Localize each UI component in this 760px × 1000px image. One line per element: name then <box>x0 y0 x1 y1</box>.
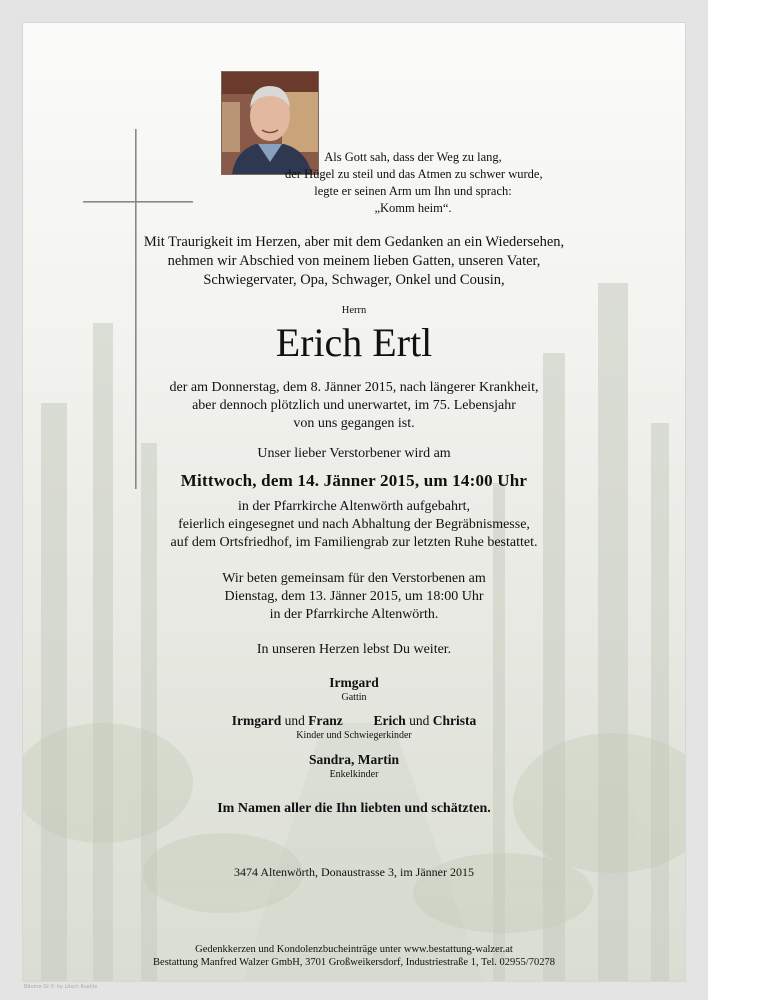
address-line: 3474 Altenwörth, Donaustrasse 3, im Jänner 2015 <box>234 865 474 879</box>
burial-line: in der Pfarrkirche Altenwörth aufgebahrt, <box>237 499 471 514</box>
closing-line: In unseren Herzen lebst Du weiter. <box>256 642 452 657</box>
intro-text <box>23 233 685 290</box>
grandchildren-role: Enkelkinder <box>329 769 379 780</box>
death-notice <box>23 379 685 433</box>
intro-line: Mit Traurigkeit im Herzen, aber mit dem Gedanken an ein Wiedersehen, <box>143 234 565 250</box>
image-credit: Bäume Gr.© by Lösch Kuehle <box>24 984 98 990</box>
wife-name: Irmgard <box>329 675 379 690</box>
intro-line: Schwiegervater, Opa, Schwager, Onkel und Cousin, <box>203 272 505 288</box>
funeral-date: Mittwoch, dem 14. Jänner 2015, um 14:00 Uhr <box>180 471 528 490</box>
poem-line: „Komm heim“. <box>374 201 452 215</box>
prayer-line: Wir beten gemeinsam für den Verstorbenen am <box>222 571 486 586</box>
death-line: aber dennoch plötzlich und unerwartet, im 75. Lebensjahr <box>192 398 516 413</box>
intro-line: nehmen wir Abschied von meinem lieben Gatten, unseren Vater, <box>167 253 541 269</box>
children-names <box>23 713 685 729</box>
death-line: von uns gegangen ist. <box>293 416 415 431</box>
conjunction: und <box>409 713 430 728</box>
family-children <box>23 713 685 741</box>
poem-line: legte er seinen Arm um Ihn und sprach: <box>314 184 512 198</box>
contact-line: Gedenkkerzen und Kondolenzbucheinträge unter www.bestattung-walzer.at <box>195 944 513 955</box>
burial-line: auf dem Ortsfriedhof, im Familiengrab zur letzten Ruhe bestattet. <box>170 535 538 550</box>
prayer-details <box>23 570 685 624</box>
final-line: Im Namen aller die Ihn liebten und schätzten. <box>217 801 491 816</box>
poem-line: Als Gott sah, dass der Weg zu lang, <box>324 150 502 164</box>
salutation: Herrn <box>341 305 367 316</box>
grandchildren-names: Sandra, Martin <box>308 752 399 767</box>
burial-details <box>23 498 685 552</box>
deceased-name: Erich Ertl <box>275 320 433 365</box>
obituary-sheet <box>22 22 686 982</box>
family-wife <box>23 675 685 703</box>
page-margin-strip <box>708 0 760 1000</box>
poem-line: der Hügel zu steil und das Atmen zu schwer wurde, <box>285 167 543 181</box>
prayer-line: in der Pfarrkirche Altenwörth. <box>269 607 439 622</box>
child-name: Erich <box>373 713 406 728</box>
children-role: Kinder und Schwiegerkinder <box>296 730 412 741</box>
conjunction: und <box>284 713 305 728</box>
child-name: Christa <box>432 713 477 728</box>
child-name: Irmgard <box>231 713 282 728</box>
death-line: der am Donnerstag, dem 8. Jänner 2015, nach längerer Krankheit, <box>169 380 539 395</box>
burial-line: feierlich eingesegnet und nach Abhaltung der Begräbnismesse, <box>178 517 530 532</box>
poem <box>285 149 541 217</box>
prayer-line: Dienstag, dem 13. Jänner 2015, um 18:00 Uhr <box>224 589 484 604</box>
contact-line: Bestattung Manfred Walzer GmbH, 3701 Großweikersdorf, Industriestraße 1, Tel. 02955/70278 <box>153 957 555 968</box>
contact-info <box>23 943 685 969</box>
announcement: Unser lieber Verstorbener wird am <box>257 446 451 461</box>
child-name: Franz <box>308 713 343 728</box>
wife-role: Gattin <box>341 692 367 703</box>
family-grandchildren <box>23 752 685 780</box>
